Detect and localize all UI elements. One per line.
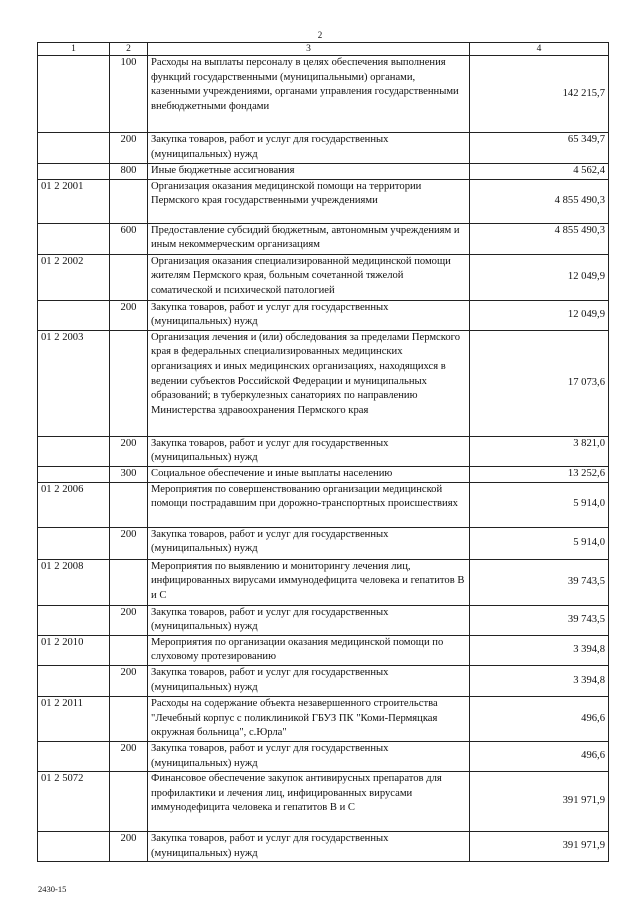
expense-type-cell — [110, 696, 148, 741]
table-row — [38, 696, 609, 741]
table-row — [38, 330, 609, 436]
amount-cell: 391 971,9 — [470, 832, 609, 862]
amount-cell: 13 252,6 — [470, 466, 609, 482]
description-cell: Закупка товаров, работ и услуг для государственных (муниципальных) нужд — [148, 741, 470, 771]
table-row — [38, 832, 609, 862]
description-cell: Закупка товаров, работ и услуг для государственных (муниципальных) нужд — [148, 133, 470, 164]
code-cell — [38, 665, 110, 696]
description-cell: Мероприятия по организации оказания медицинской помощи по слуховому протезированию — [148, 635, 470, 665]
description-cell: Организация лечения и (или) обследования за пределами Пермского края в федеральных специализированных медицинских организациях и иных медицинских организациях, находящихся в ведении субъектов Российской Федерации и муниципальных образований; в туберкулезных санаториях по направлению Министерства здравоохранения Пермского края — [148, 330, 470, 436]
expense-type-cell: 600 — [110, 223, 148, 254]
expense-type-cell: 800 — [110, 164, 148, 180]
code-cell: 01 2 5072 — [38, 772, 110, 832]
code-cell — [38, 436, 110, 466]
header-cell: 3 — [148, 43, 470, 56]
description-cell: Организация оказания специализированной медицинской помощи жителям Пермского края, больным сочетанной тяжелой соматической и психической патологией — [148, 254, 470, 300]
amount-cell: 39 743,5 — [470, 559, 609, 605]
code-cell — [38, 164, 110, 180]
description-cell: Закупка товаров, работ и услуг для государственных (муниципальных) нужд — [148, 832, 470, 862]
header-cell: 4 — [470, 43, 609, 56]
table-row — [38, 635, 609, 665]
table-row — [38, 665, 609, 696]
page-number: 2 — [317, 30, 323, 40]
description-cell: Закупка товаров, работ и услуг для государственных (муниципальных) нужд — [148, 527, 470, 559]
expense-type-cell: 200 — [110, 832, 148, 862]
expense-type-cell — [110, 635, 148, 665]
header-cell: 1 — [38, 43, 110, 56]
amount-cell: 3 394,8 — [470, 665, 609, 696]
expense-type-cell: 200 — [110, 300, 148, 330]
code-cell — [38, 605, 110, 635]
table-row — [38, 482, 609, 527]
expense-type-cell: 200 — [110, 605, 148, 635]
table-row — [38, 436, 609, 466]
description-cell: Предоставление субсидий бюджетным, автономным учреждениям и иным некоммерческим организациям — [148, 223, 470, 254]
amount-cell: 496,6 — [470, 741, 609, 771]
code-cell — [38, 223, 110, 254]
expense-type-cell — [110, 772, 148, 832]
table-row — [38, 741, 609, 771]
expense-type-cell: 300 — [110, 466, 148, 482]
expense-type-cell: 100 — [110, 56, 148, 133]
expense-type-cell: 200 — [110, 741, 148, 771]
description-cell: Закупка товаров, работ и услуг для государственных (муниципальных) нужд — [148, 436, 470, 466]
description-cell: Организация оказания медицинской помощи на территории Пермского края государственными учреждениями — [148, 179, 470, 223]
code-cell — [38, 741, 110, 771]
description-cell: Мероприятия по выявлению и мониторингу лечения лиц, инфицированных вирусами иммунодефицита человека и гепатитов В и С — [148, 559, 470, 605]
expense-type-cell — [110, 179, 148, 223]
code-cell: 01 2 2001 — [38, 179, 110, 223]
code-cell — [38, 133, 110, 164]
table-row — [38, 164, 609, 180]
description-cell: Закупка товаров, работ и услуг для государственных (муниципальных) нужд — [148, 605, 470, 635]
amount-cell: 3 821,0 — [470, 436, 609, 466]
document-code: 2430-15 — [38, 884, 67, 894]
expense-type-cell: 200 — [110, 527, 148, 559]
amount-cell: 5 914,0 — [470, 527, 609, 559]
table-row — [38, 605, 609, 635]
expense-type-cell — [110, 559, 148, 605]
table-row — [38, 133, 609, 164]
code-cell: 01 2 2003 — [38, 330, 110, 436]
description-cell: Финансовое обеспечение закупок антивирусных препаратов для профилактики и лечения лиц, инфицированных вирусами иммунодефицита человека и гепатитов В и С — [148, 772, 470, 832]
expense-type-cell — [110, 254, 148, 300]
budget-table — [37, 42, 609, 862]
code-cell — [38, 466, 110, 482]
code-cell — [38, 527, 110, 559]
code-cell: 01 2 2006 — [38, 482, 110, 527]
table-row — [38, 56, 609, 133]
description-cell: Социальное обеспечение и иные выплаты населению — [148, 466, 470, 482]
description-cell: Расходы на выплаты персоналу в целях обеспечения выполнения функций государственными (муниципальными) органами, казенными учреждениями, органами управления государственными внебюджетными фондами — [148, 56, 470, 133]
description-cell: Расходы на содержание объекта незавершенного строительства "Лечебный корпус с поликлиникой ГБУЗ ПК "Коми-Пермяцкая окружная больница", с.Юрла" — [148, 696, 470, 741]
code-cell: 01 2 2011 — [38, 696, 110, 741]
expense-type-cell — [110, 482, 148, 527]
amount-cell: 496,6 — [470, 696, 609, 741]
expense-type-cell: 200 — [110, 133, 148, 164]
description-cell: Мероприятия по совершенствованию организации медицинской помощи пострадавшим при дорожно-транспортных происшествиях — [148, 482, 470, 527]
table-row — [38, 772, 609, 832]
expense-type-cell: 200 — [110, 436, 148, 466]
table-row — [38, 559, 609, 605]
amount-cell: 4 855 490,3 — [470, 223, 609, 254]
table-row — [38, 254, 609, 300]
table-row — [38, 223, 609, 254]
code-cell: 01 2 2002 — [38, 254, 110, 300]
description-cell: Закупка товаров, работ и услуг для государственных (муниципальных) нужд — [148, 665, 470, 696]
header-cell: 2 — [110, 43, 148, 56]
amount-cell: 4 855 490,3 — [470, 179, 609, 223]
amount-cell: 65 349,7 — [470, 133, 609, 164]
table-row — [38, 300, 609, 330]
amount-cell: 391 971,9 — [470, 772, 609, 832]
amount-cell: 5 914,0 — [470, 482, 609, 527]
amount-cell: 12 049,9 — [470, 254, 609, 300]
code-cell: 01 2 2010 — [38, 635, 110, 665]
table-row — [38, 527, 609, 559]
expense-type-cell — [110, 330, 148, 436]
amount-cell: 39 743,5 — [470, 605, 609, 635]
expense-type-cell: 200 — [110, 665, 148, 696]
code-cell: 01 2 2008 — [38, 559, 110, 605]
amount-cell: 12 049,9 — [470, 300, 609, 330]
description-cell: Иные бюджетные ассигнования — [148, 164, 470, 180]
amount-cell: 4 562,4 — [470, 164, 609, 180]
table-row — [38, 179, 609, 223]
description-cell: Закупка товаров, работ и услуг для государственных (муниципальных) нужд — [148, 300, 470, 330]
amount-cell: 142 215,7 — [470, 56, 609, 133]
amount-cell: 17 073,6 — [470, 330, 609, 436]
amount-cell: 3 394,8 — [470, 635, 609, 665]
code-cell — [38, 56, 110, 133]
code-cell — [38, 832, 110, 862]
table-header-row — [38, 43, 609, 56]
table-row — [38, 466, 609, 482]
code-cell — [38, 300, 110, 330]
